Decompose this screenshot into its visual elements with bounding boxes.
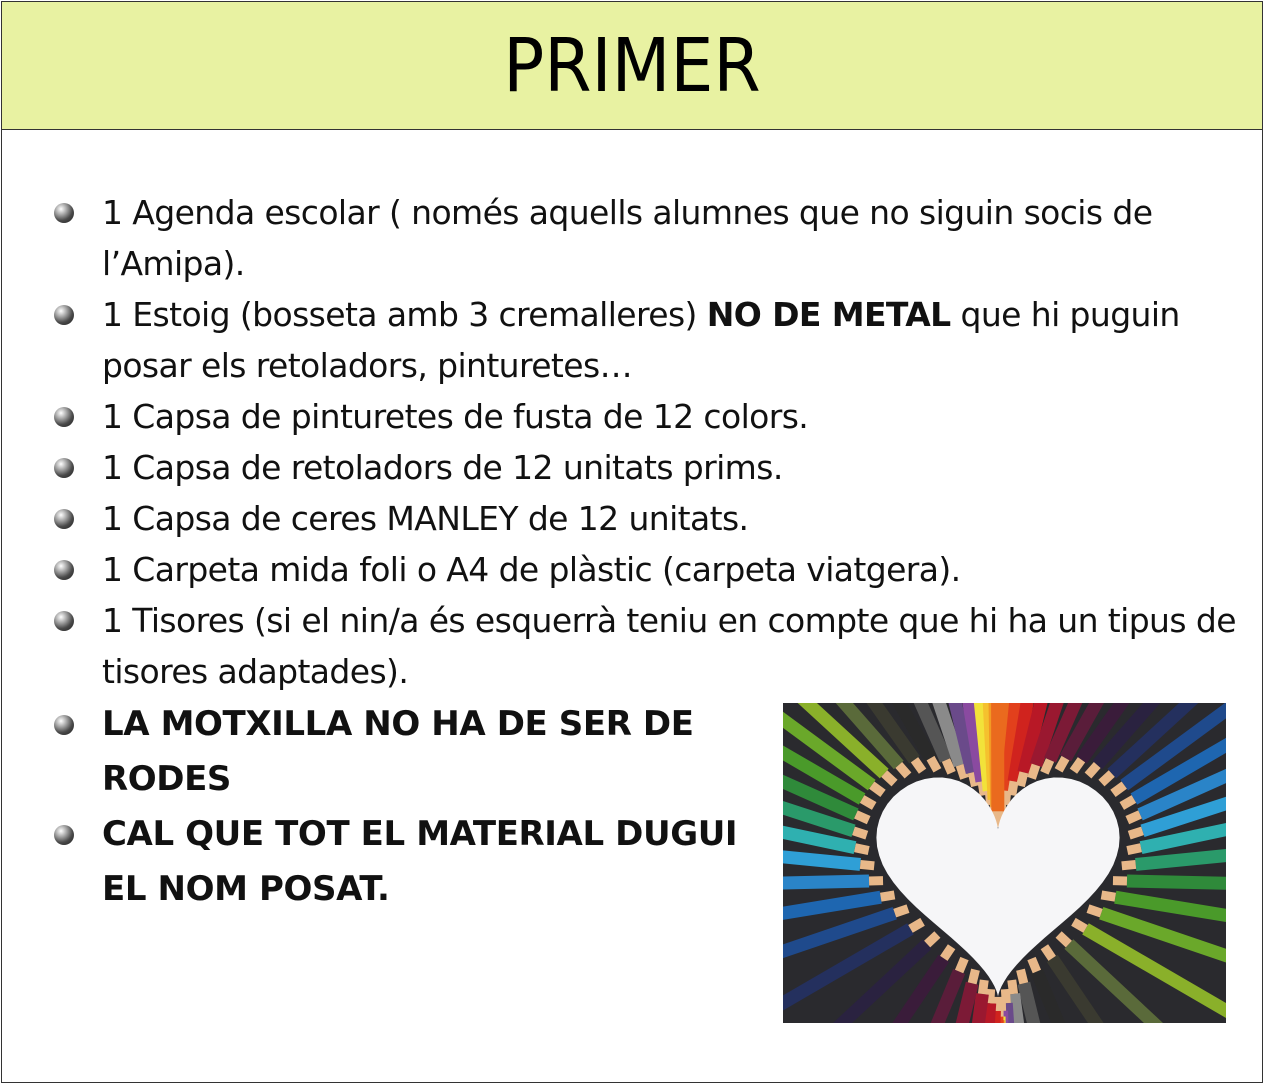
pencils-heart-icon bbox=[783, 703, 1226, 1023]
pencil-tip bbox=[1088, 909, 1101, 914]
pencil-tip bbox=[1122, 864, 1136, 865]
list-item bbox=[2, 391, 1262, 442]
pencil-tip bbox=[1012, 781, 1014, 795]
pencil-tip bbox=[1122, 799, 1134, 806]
bullet-icon bbox=[54, 611, 74, 631]
pencil-tip bbox=[860, 864, 874, 865]
pencil-tip bbox=[1073, 922, 1085, 929]
page-title: PRIMER bbox=[503, 22, 761, 109]
item-text: 1 Agenda escolar ( només aquells alumnes que no siguin socis de l’Amipa). bbox=[102, 193, 1153, 283]
bullet-icon bbox=[54, 509, 74, 529]
bullet-icon bbox=[54, 458, 74, 478]
item-text: 1 Capsa de retoladors de 12 unitats prims. bbox=[102, 448, 783, 487]
pencil-tip bbox=[1129, 831, 1142, 835]
list-item-notice bbox=[2, 697, 802, 807]
pencil-tip bbox=[1020, 970, 1023, 984]
list-item bbox=[2, 544, 1262, 595]
pencil-tip bbox=[990, 989, 991, 1003]
pencil-tip bbox=[862, 799, 874, 806]
pencil-tip bbox=[1012, 980, 1014, 994]
pencil-tip bbox=[1044, 760, 1050, 773]
pencil-tip bbox=[1020, 772, 1023, 786]
pencil-tip bbox=[1127, 848, 1141, 851]
item-text: LA MOTXILLA NO HA DE SER DE RODES bbox=[102, 704, 694, 799]
list-item bbox=[2, 442, 1262, 493]
bullet-icon bbox=[54, 203, 74, 223]
bullet-icon bbox=[54, 825, 74, 845]
pencil-tip bbox=[960, 765, 964, 778]
bullet-icon bbox=[54, 305, 74, 325]
item-text: 1 Tisores (si el nin/a és esquerrà teniu en compte que hi ha un tipus de tisores adaptades). bbox=[102, 601, 1236, 691]
pencil-tip bbox=[1005, 791, 1006, 805]
header-bar bbox=[2, 2, 1262, 130]
pencil-tip bbox=[1031, 959, 1036, 972]
pencil-tip bbox=[1031, 765, 1035, 778]
item-text: CAL QUE TOT EL MATERIAL DUGUI EL NOM POSAT. bbox=[102, 814, 738, 909]
item-text: que hi puguin posar els retoladors, pinturetes… bbox=[102, 295, 1180, 385]
list-item bbox=[2, 289, 1262, 391]
item-emphasis: NO DE METAL bbox=[706, 295, 951, 334]
pencil-tip bbox=[972, 970, 975, 984]
pencil-tip bbox=[1059, 758, 1066, 770]
pencil-tip bbox=[855, 848, 869, 851]
list-item-notice bbox=[2, 807, 802, 917]
pencil-tip bbox=[910, 922, 922, 929]
pencil-body bbox=[997, 703, 998, 811]
pencil-tip bbox=[959, 959, 964, 972]
bullet-icon bbox=[54, 715, 74, 735]
pencil-tip bbox=[982, 980, 984, 994]
pencil-tip bbox=[856, 814, 869, 820]
bullet-icon bbox=[54, 560, 74, 580]
pencil-tip bbox=[1127, 814, 1140, 820]
pencil-tip bbox=[895, 909, 908, 914]
item-text: 1 Capsa de ceres MANLEY de 12 unitats. bbox=[102, 499, 749, 538]
pencil-tip bbox=[881, 895, 895, 897]
pencil-tip bbox=[946, 760, 952, 773]
pencil-tip bbox=[1101, 895, 1115, 897]
colored-pencils-heart-image bbox=[783, 703, 1226, 1023]
list-item bbox=[2, 187, 1262, 289]
bullet-icon bbox=[54, 407, 74, 427]
item-text: 1 Carpeta mida foli o A4 de plàstic (carpeta viatgera). bbox=[102, 550, 961, 589]
pencil-tip bbox=[853, 831, 866, 835]
list-item bbox=[2, 493, 1262, 544]
list-item bbox=[2, 595, 1262, 697]
item-text: 1 Capsa de pinturetes de fusta de 12 colors. bbox=[102, 397, 809, 436]
item-text: 1 Estoig (bosseta amb 3 cremalleres) bbox=[102, 295, 707, 334]
pencil-tip bbox=[931, 758, 938, 770]
